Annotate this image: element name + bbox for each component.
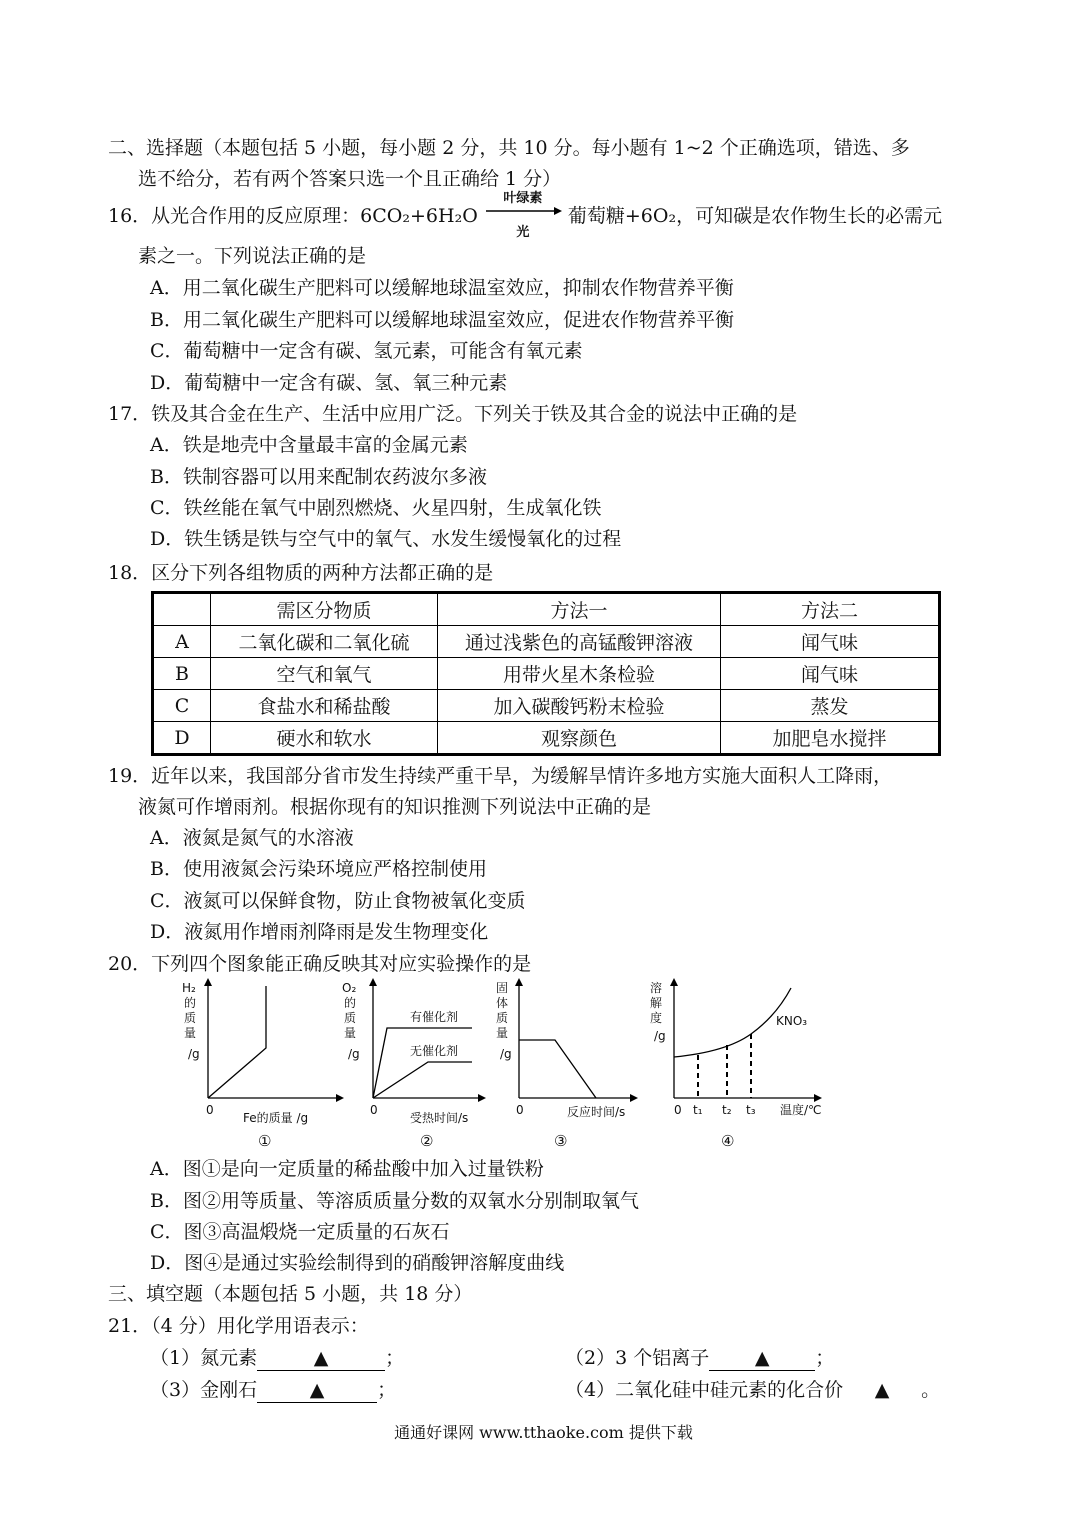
graph-4	[646, 978, 842, 1153]
answer-blank	[257, 1378, 377, 1403]
q21-part3-label: （3）金刚石	[150, 1379, 258, 1401]
table-cell: 硬水和软水	[211, 722, 438, 755]
graph-4-origin: 0	[674, 1103, 682, 1117]
q17-option-d: D．铁生锈是铁与空气中的氧气、水发生缓慢氧化的过程	[150, 528, 622, 550]
graph-2-label: ②	[420, 1132, 434, 1150]
q21-part2	[565, 1346, 834, 1371]
q20-option-c: C．图③高温煅烧一定质量的石灰石	[150, 1221, 450, 1243]
graph-4-tick-t2: t₂	[722, 1103, 732, 1117]
semicolon: ；	[377, 1379, 397, 1401]
q17-option-c: C．铁丝能在氧气中剧烈燃烧、火星四射，生成氧化铁	[150, 497, 602, 519]
table-cell: B	[153, 658, 211, 690]
table-cell: A	[153, 626, 211, 658]
graph-4-ylabel-1: 解	[650, 996, 663, 1010]
graph-3-ylabel-2: 质	[496, 1011, 509, 1025]
graph-3-ylabel-3: 量	[496, 1026, 509, 1040]
table-cell: 闻气味	[721, 626, 940, 658]
graph-1-y-arrow	[204, 978, 212, 986]
table-row	[153, 690, 940, 722]
graph-2-origin: 0	[370, 1103, 378, 1117]
graph-1-ylabel-4: /g	[188, 1047, 200, 1061]
table-cell: D	[153, 722, 211, 755]
graph-2-xlabel: 受热时间/s	[410, 1111, 469, 1125]
q16-option-b: B．用二氧化碳生产肥料可以缓解地球温室效应，促进农作物营养平衡	[150, 309, 734, 331]
triangle-mark: ▲	[309, 1379, 325, 1401]
section2-heading-cont: 选不给分，若有两个答案只选一个且正确给 1 分）	[138, 168, 562, 190]
graph-4-ylabel-3: /g	[654, 1029, 666, 1043]
q16-option-a: A．用二氧化碳生产肥料可以缓解地球温室效应，抑制农作物营养平衡	[150, 277, 734, 299]
graph-2-ylabel-3: 量	[344, 1026, 357, 1040]
arrow-condition-bottom: 光	[516, 225, 530, 240]
q19-stem: 19．近年以来，我国部分省市发生持续严重干旱，为缓解旱情许多地方实施大面积人工降雨，	[108, 765, 893, 787]
graph-3-origin: 0	[516, 1103, 524, 1117]
table-header-cell	[153, 593, 211, 626]
table-row	[153, 722, 940, 755]
graph-3-ylabel-1: 体	[496, 996, 509, 1010]
table-cell: 食盐水和稀盐酸	[211, 690, 438, 722]
triangle-mark: ▲	[754, 1347, 770, 1369]
arrow-condition-top: 叶绿素	[503, 191, 543, 206]
section3-heading: 三、填空题（本题包括 5 小题，共 18 分）	[108, 1283, 473, 1305]
q17-stem: 17．铁及其合金在生产、生活中应用广泛。下列关于铁及其合金的说法中正确的是	[108, 403, 798, 425]
graph-4-y-arrow	[670, 978, 678, 986]
graph-1-xlabel: Fe的质量 /g	[243, 1111, 309, 1125]
table-row	[153, 626, 940, 658]
table-cell: 观察颜色	[438, 722, 721, 755]
graph-3	[492, 978, 642, 1153]
q21-part1	[150, 1346, 404, 1371]
q16-option-d: D．葡萄糖中一定含有碳、氢、氧三种元素	[150, 372, 508, 394]
graph-3-ylabel-0: 固	[496, 981, 509, 995]
q21-part3	[150, 1378, 396, 1403]
q20-option-d: D．图④是通过实验绘制得到的硝酸钾溶解度曲线	[150, 1252, 565, 1274]
table-cell: 二氧化碳和二氧化硫	[211, 626, 438, 658]
q21-part4	[565, 1378, 940, 1402]
graph-4-x-arrow	[814, 1094, 822, 1102]
q21-part4-label: （4）二氧化硅中硅元素的化合价	[565, 1379, 844, 1401]
section2-heading: 二、选择题（本题包括 5 小题，每小题 2 分，共 10 分。每小题有 1~2 个正确选项，错选、多	[108, 137, 910, 159]
table-cell: 加肥皂水搅拌	[721, 722, 940, 755]
graph-2	[340, 978, 490, 1153]
graph-4-tick-t1: t₁	[693, 1103, 703, 1117]
table-cell: C	[153, 690, 211, 722]
q19-option-a: A．液氮是氮气的水溶液	[150, 827, 354, 849]
graph-1-label: ①	[258, 1132, 272, 1150]
footer-source: 通通好课网 www.tthaoke.com 提供下载	[394, 1423, 693, 1442]
graph-1-origin: 0	[206, 1103, 214, 1117]
graph-2-ylabel-1: 的	[344, 996, 357, 1010]
table-header-cell: 方法一	[438, 593, 721, 626]
graph-3-ylabel-4: /g	[500, 1047, 512, 1061]
q20-stem: 20．下列四个图象能正确反映其对应实验操作的是	[108, 953, 532, 975]
q17-option-a: A．铁是地壳中含量最丰富的金属元素	[150, 434, 468, 456]
q16-stem-cont: 素之一。下列说法正确的是	[138, 245, 367, 267]
period: 。	[921, 1379, 941, 1401]
graph-3-svg	[492, 978, 642, 1153]
graph-1-ylabel-1: 的	[184, 996, 197, 1010]
q21-part1-label: （1）氮元素	[150, 1347, 258, 1369]
table-header-row	[153, 593, 940, 626]
graph-4-xlabel: 温度/℃	[780, 1103, 822, 1117]
q17-option-b: B．铁制容器可以用来配制农药波尔多液	[150, 466, 487, 488]
q16-option-c: C．葡萄糖中一定含有碳、氢元素，可能含有氧元素	[150, 340, 583, 362]
graph-2-ylabel-4: /g	[348, 1047, 360, 1061]
graph-1-ylabel-2: 质	[184, 1011, 197, 1025]
answer-blank	[709, 1346, 815, 1371]
q16-stem-a: 16．从光合作用的反应原理：6CO₂+6H₂O	[108, 205, 478, 227]
answer-blank	[843, 1378, 921, 1402]
reaction-arrow	[484, 191, 562, 240]
graph-2-curve2-label: 无催化剂	[410, 1044, 459, 1058]
q16-stem-b: 葡萄糖+6O₂，可知碳是农作物生长的必需元	[567, 205, 943, 227]
triangle-mark: ▲	[313, 1347, 329, 1369]
graph-2-ylabel-0: O₂	[342, 981, 357, 995]
q20-option-b: B．图②用等质量、等溶质质量分数的双氧水分别制取氧气	[150, 1190, 639, 1212]
semicolon: ；	[385, 1347, 405, 1369]
table-cell: 蒸发	[721, 690, 940, 722]
graph-3-y-arrow	[515, 978, 523, 986]
semicolon: ；	[815, 1347, 835, 1369]
graph-1-curve	[208, 986, 266, 1098]
graph-3-curve	[519, 1040, 596, 1098]
graph-1-ylabel-0: H₂	[182, 981, 196, 995]
q18-table	[151, 591, 941, 756]
graph-4-curve-label: KNO₃	[776, 1014, 808, 1028]
table-cell: 加入碳酸钙粉末检验	[438, 690, 721, 722]
q21-stem: 21．（4 分）用化学用语表示：	[108, 1315, 369, 1337]
q18-stem: 18．区分下列各组物质的两种方法都正确的是	[108, 562, 494, 584]
graph-4-ylabel-0: 溶	[650, 981, 663, 995]
table-header-cell: 需区分物质	[211, 593, 438, 626]
q19-option-b: B．使用液氮会污染环境应严格控制使用	[150, 858, 487, 880]
graph-4-curve	[674, 988, 791, 1057]
graph-3-x-arrow	[630, 1094, 638, 1102]
table-cell: 用带火星木条检验	[438, 658, 721, 690]
graph-2-svg	[340, 978, 490, 1153]
graph-3-xlabel: 反应时间/s	[567, 1105, 626, 1119]
graph-2-y-arrow	[369, 978, 377, 986]
graph-4-ylabel-2: 度	[650, 1011, 663, 1025]
table-header-cell: 方法二	[721, 593, 940, 626]
graph-2-x-arrow	[478, 1094, 486, 1102]
q16-stem	[108, 191, 943, 240]
q21-part2-label: （2）3 个铝离子	[565, 1347, 710, 1369]
table-cell: 闻气味	[721, 658, 940, 690]
q19-option-c: C．液氮可以保鲜食物，防止食物被氧化变质	[150, 890, 526, 912]
table-row	[153, 658, 940, 690]
graph-2-curve1-label: 有催化剂	[410, 1010, 459, 1024]
graph-2-ylabel-2: 质	[344, 1011, 357, 1025]
graph-1-svg	[178, 978, 348, 1153]
table-cell: 通过浅紫色的高锰酸钾溶液	[438, 626, 721, 658]
graph-1	[178, 978, 348, 1153]
graph-4-svg	[646, 978, 842, 1153]
graph-2-curve-catalyst	[373, 1028, 472, 1098]
graph-4-tick-t3: t₃	[746, 1103, 756, 1117]
table-cell: 空气和氧气	[211, 658, 438, 690]
graph-4-label: ④	[721, 1132, 735, 1150]
q19-option-d: D．液氮用作增雨剂降雨是发生物理变化	[150, 921, 489, 943]
answer-blank	[257, 1346, 385, 1371]
graph-1-ylabel-3: 量	[184, 1026, 197, 1040]
triangle-mark: ▲	[874, 1379, 890, 1401]
graph-3-label: ③	[554, 1132, 568, 1150]
graph-2-curve-no-catalyst	[373, 1062, 472, 1098]
q19-stem-cont: 液氮可作增雨剂。根据你现有的知识推测下列说法中正确的是	[138, 796, 652, 818]
q20-option-a: A．图①是向一定质量的稀盐酸中加入过量铁粉	[150, 1158, 544, 1180]
